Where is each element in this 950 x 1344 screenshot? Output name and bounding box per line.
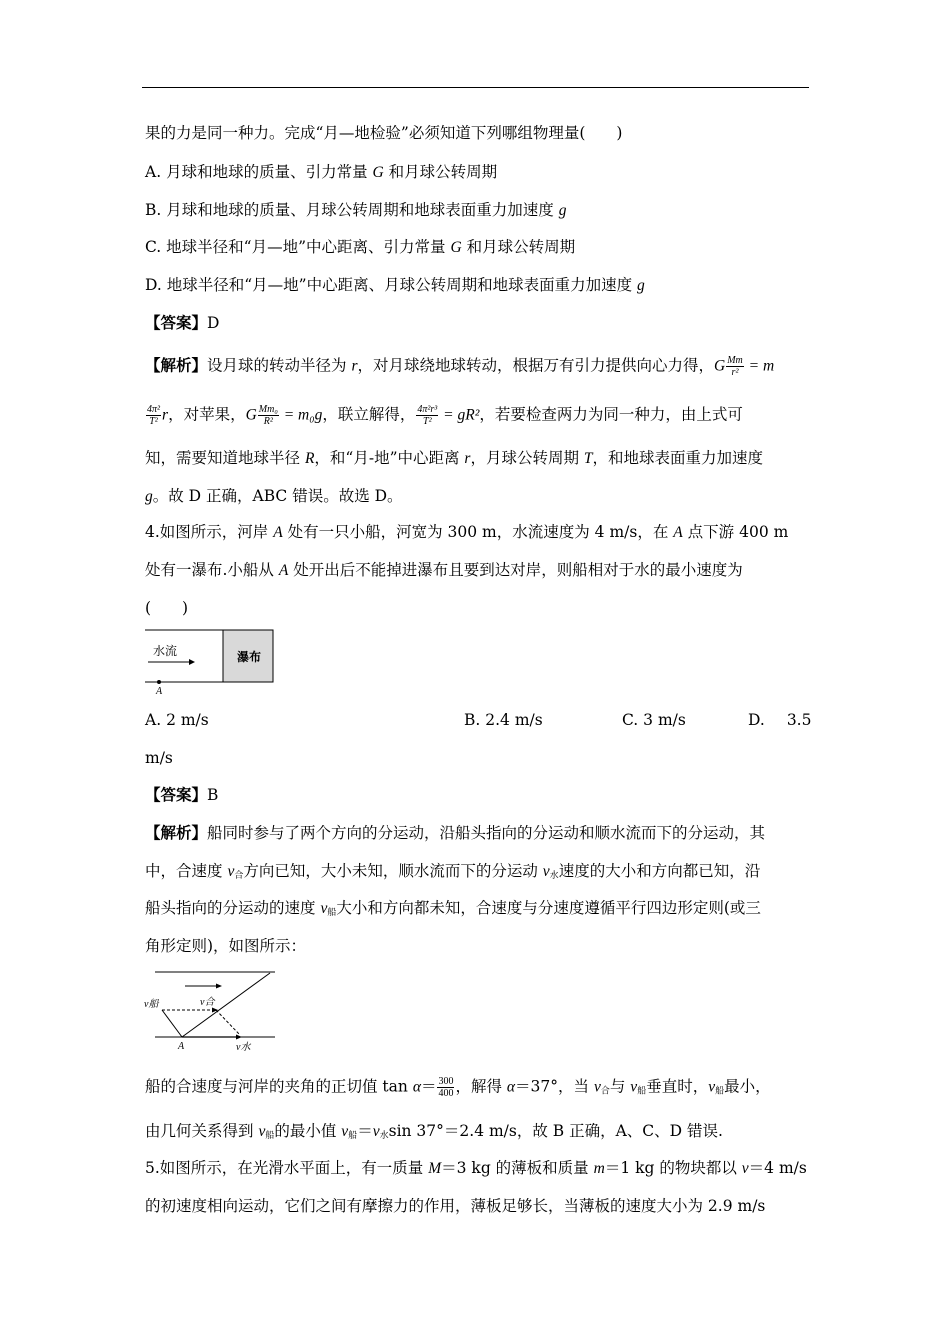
v-sum-line xyxy=(182,973,270,1037)
point-a-dot xyxy=(157,680,161,684)
analysis-line-1: 【解析】设月球的转动半径为 r，对月球绕地球转动，根据万有引力提供向心力得，G $\frac{Mm}{\text{r²}}$ = m xyxy=(145,355,775,378)
q4-analysis-line-4: 角形定则)，如图所示： xyxy=(145,937,307,955)
q4-stem-line-1: 4.如图所示，河岸 A 处有一只小船，河宽为 300 m，水流速度为 4 m/s，在 A 点下游 400 m xyxy=(145,523,789,541)
flow-arrow-head xyxy=(216,984,222,989)
flow-arrow-head xyxy=(189,659,195,665)
q4-option-b: B. 2.4 m/s xyxy=(464,711,543,729)
river-waterfall-figure xyxy=(145,628,280,700)
q4-analysis-line-3: 船头指向的分运动的速度 $v_船$大小和方向都未知，合速度与分速度遵循平行四边形定则(或三 xyxy=(145,899,761,918)
q4-option-d-cont: m/s xyxy=(145,749,173,767)
q4-analysis-line-1: 【解析】船同时参与了两个方向的分运动，沿船头指向的分运动和顺水流而下的分运动，其 xyxy=(145,823,766,842)
q4-answer-line: 【答案】B xyxy=(145,785,219,804)
v-water-head xyxy=(236,1035,242,1040)
q5-stem-line-1: 5.如图所示，在光滑水平面上，有一质量 M＝3 kg 的薄板和质量 m＝1 kg 的物块都以 v＝4 m/s xyxy=(145,1159,807,1177)
option-b: B. 月球和地球的质量、月球公转周期和地球表面重力加速度 g xyxy=(145,201,567,219)
waterfall-label: 瀑布 xyxy=(237,650,262,664)
analysis-line-4: g。故 D 正确，ABC 错误。故选 D。 xyxy=(145,487,403,505)
v-water-label: v水 xyxy=(236,1042,251,1053)
q4-analysis-line-6: 由几何关系得到 $v_船$的最小值 $v_船=v_水\sin$ 37°＝2.4 m/s，故 B 正确，A、C、D 错误. xyxy=(145,1122,723,1141)
velocity-triangle-figure xyxy=(140,965,280,1055)
option-a: A. 月球和地球的质量、引力常量 G 和月球公转周期 xyxy=(145,163,498,181)
point-a-label: A xyxy=(156,686,163,697)
v-boat-dashed-right xyxy=(216,1010,240,1035)
analysis-line-3: 知，需要知道地球半径 R，和“月-地”中心距离 r，月球公转周期 T，和地球表面重力加速度 xyxy=(145,449,764,467)
q4-option-a: A. 2 m/s xyxy=(145,711,209,729)
question-stem-tail: 果的力是同一种力。完成“月—地检验”必须知道下列哪组物理量( ) xyxy=(145,124,623,142)
point-a-label: A xyxy=(178,1041,185,1052)
q4-analysis-line-2: 中，合速度 $v_合$方向已知，大小未知，顺水流而下的分运动 $v_水$速度的大小和方向都已知，沿 xyxy=(145,862,761,881)
option-d: D. 地球半径和“月—地”中心距离、月球公转周期和地球表面重力加速度 g xyxy=(145,276,645,294)
v-boat-line xyxy=(162,1010,182,1037)
q4-option-c: C. 3 m/s xyxy=(622,711,686,729)
option-c: C. 地球半径和“月—地”中心距离、引力常量 G 和月球公转周期 xyxy=(145,238,576,256)
analysis-line-2: $\frac{\text{4π²}}{\text{T²}}$ r，对苹果，G $\frac{\text{Mm₀}}{\text{R²}}$ = m₀g，联立解得， $\frac{\text{4π²r³}}{\text{T²}}$ = gR²，若要检查两力为同一种力，由上式可 xyxy=(147,404,743,427)
q5-stem-line-2: 的初速度相向运动，它们之间有摩擦力的作用，薄板足够长，当薄板的速度大小为 2.9 m/s xyxy=(145,1197,766,1215)
q4-analysis-line-5: 船的合速度与河岸的夹角的正切值 tan α＝ $\frac{300}{400}$ ，解得 α＝37°，当 $v_合$与 $v_船$垂直时，$v_船$最小， xyxy=(145,1076,771,1099)
answer-line: 【答案】D xyxy=(145,313,220,332)
q4-option-d: D. 3.5 xyxy=(748,711,812,729)
v-boat-label: v船 xyxy=(144,999,159,1010)
header-rule xyxy=(142,87,809,88)
water-flow-label: 水流 xyxy=(153,644,178,658)
q4-stem-line-2: 处有一瀑布.小船从 A 处开出后不能掉进瀑布且要到达对岸，则船相对于水的最小速度为 xyxy=(145,561,743,579)
q4-stem-line-3: ( ) xyxy=(145,599,189,617)
v-sum-label: v合 xyxy=(200,997,215,1008)
